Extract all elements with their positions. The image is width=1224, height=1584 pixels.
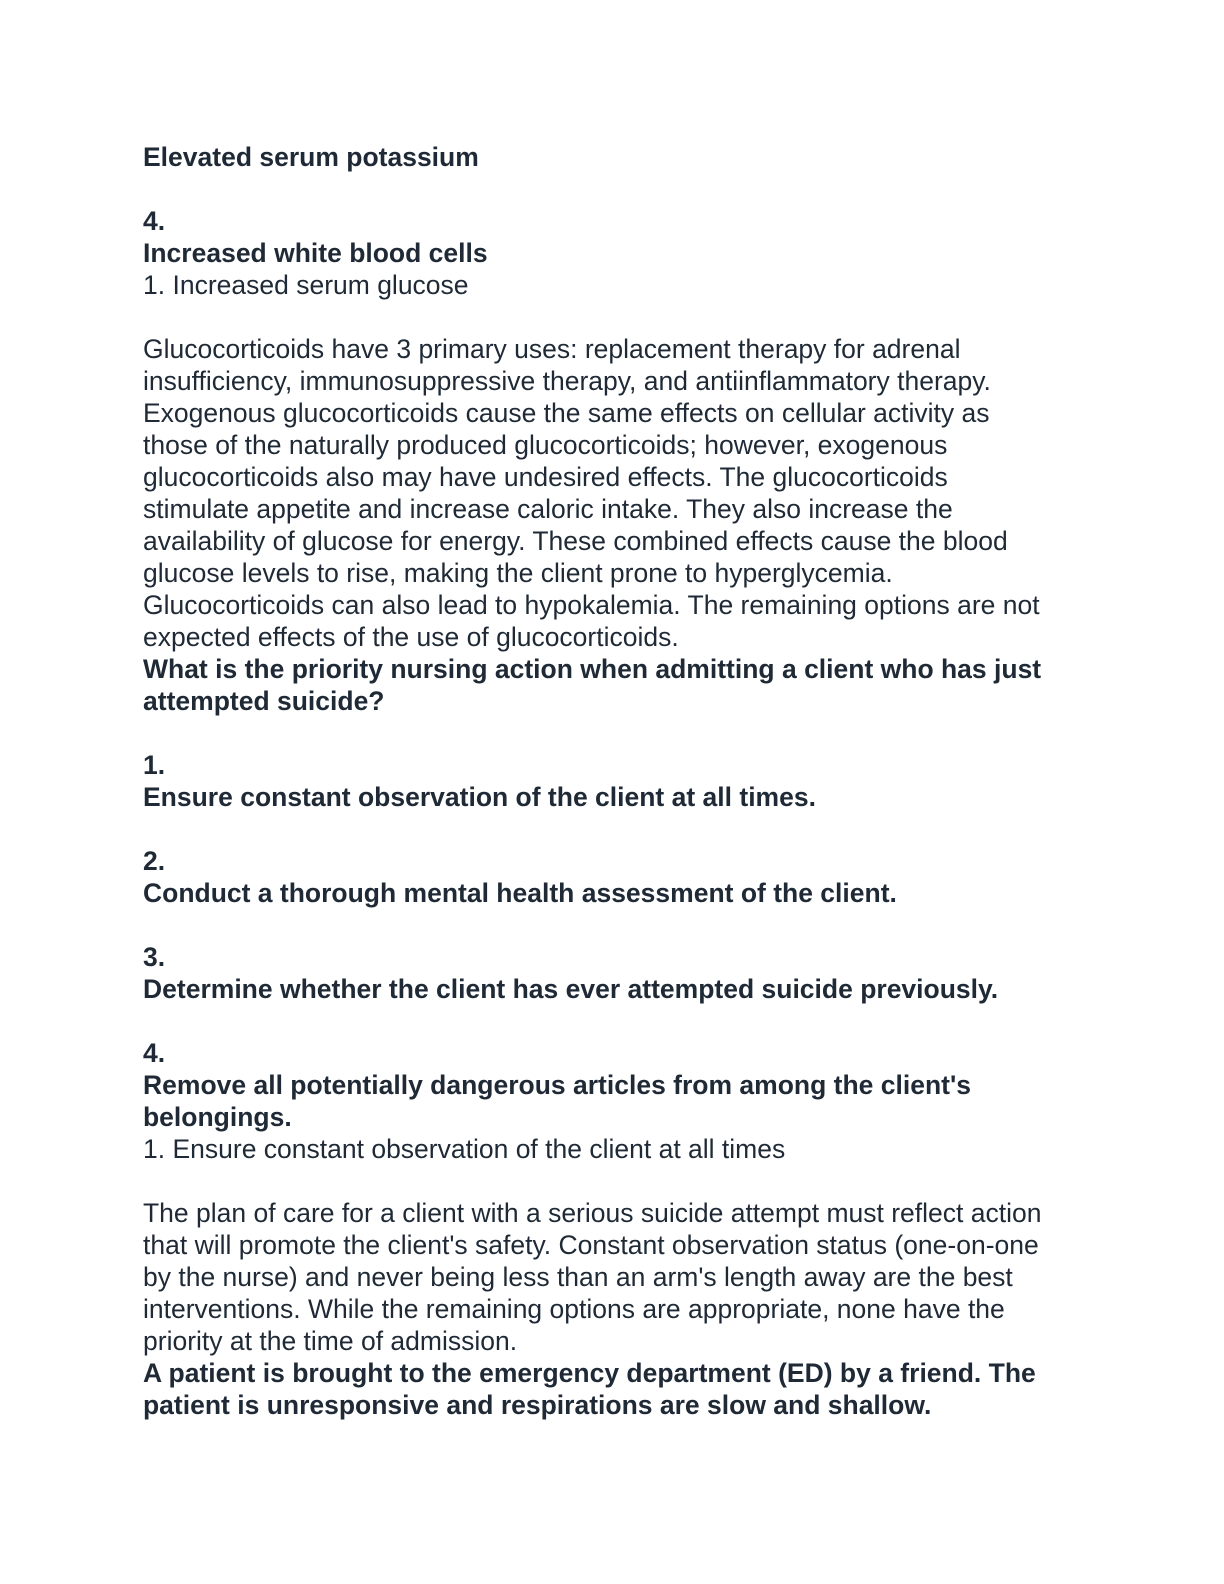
answer-text: 1. Ensure constant observation of the client at all times xyxy=(143,1134,786,1164)
option-number: 2. xyxy=(143,846,166,876)
option-number: 1. xyxy=(143,750,166,780)
spacer xyxy=(143,173,1083,205)
option-number: 4. xyxy=(143,1038,166,1068)
spacer xyxy=(143,813,1083,845)
rationale-text: The plan of care for a client with a serious suicide attempt must reflect action that will promote the client's safety. Constant observation status (one-on-one by the nurse) and never being less than an arm's length away are the best interventions. While the remaining options are appropriate, none have the priority at the time of admission. xyxy=(143,1198,1042,1356)
rationale-text: Glucocorticoids have 3 primary uses: replacement therapy for adrenal insufficiency, immunosuppressive therapy, and antiinflammatory therapy. Exogenous glucocorticoids cause the same effects on cellular activity as those of the naturally produced glucocorticoids; however, exogenous glucocorticoids also may have undesired effects. The glucocorticoids stimulate appetite and increase caloric intake. They also increase the availability of glucose for energy. These combined effects cause the blood glucose levels to rise, making the client prone to hyperglycemia. Glucocorticoids can also lead to hypokalemia. The remaining options are not expected effects of the use of glucocorticoids. xyxy=(143,334,1040,652)
option-text: Increased white blood cells xyxy=(143,238,488,268)
option-text: Ensure constant observation of the client at all times. xyxy=(143,782,816,812)
answer-text: 1. Increased serum glucose xyxy=(143,270,469,300)
option-text: Remove all potentially dangerous articles from among the client's belongings. xyxy=(143,1070,972,1132)
option-number: 3. xyxy=(143,942,166,972)
option-text: Conduct a thorough mental health assessment of the client. xyxy=(143,878,897,908)
spacer xyxy=(143,1005,1083,1037)
spacer xyxy=(143,717,1083,749)
option-text: Elevated serum potassium xyxy=(143,142,479,172)
option-number: 4. xyxy=(143,206,166,236)
spacer xyxy=(143,909,1083,941)
document-page xyxy=(143,141,1083,1421)
option-text: Determine whether the client has ever attempted suicide previously. xyxy=(143,974,999,1004)
spacer xyxy=(143,1165,1083,1197)
question-text: A patient is brought to the emergency department (ED) by a friend. The patient is unresponsive and respirations are slow and shallow. xyxy=(143,1358,1036,1420)
question-text: What is the priority nursing action when admitting a client who has just attempted suicide? xyxy=(143,654,1042,716)
spacer xyxy=(143,301,1083,333)
